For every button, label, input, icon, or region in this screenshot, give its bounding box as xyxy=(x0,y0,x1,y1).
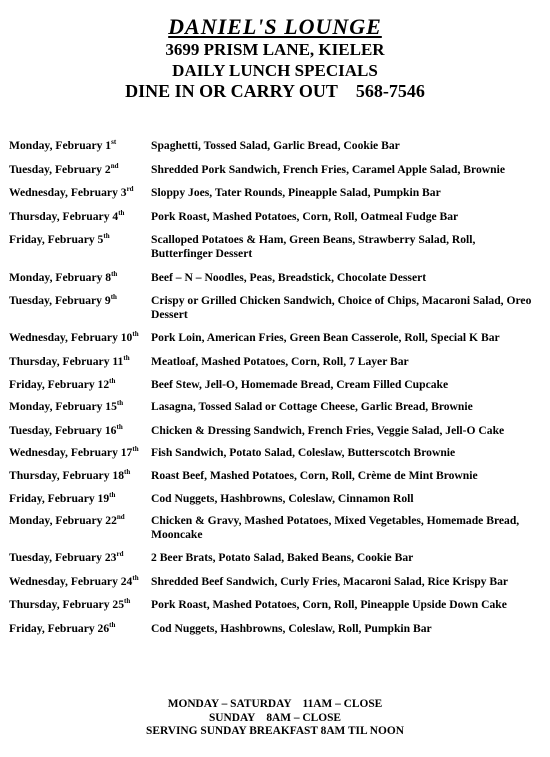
special-day-text: Wednesday, February 3 xyxy=(9,186,127,200)
special-day xyxy=(9,186,151,200)
special-day-suffix: th xyxy=(111,269,118,278)
special-menu: 2 Beer Brats, Potato Salad, Baked Beans, Cookie Bar xyxy=(151,551,414,565)
special-row xyxy=(9,514,542,541)
special-row xyxy=(9,294,542,321)
special-day-text: Thursday, February 4 xyxy=(9,209,119,223)
special-day-text: Tuesday, February 2 xyxy=(9,162,111,176)
special-menu: Spaghetti, Tossed Salad, Garlic Bread, Cookie Bar xyxy=(151,139,400,152)
special-menu: Chicken & Gravy, Mashed Potatoes, Mixed Vegetables, Homemade Bread, Mooncake xyxy=(151,514,520,541)
special-day-suffix: th xyxy=(132,573,139,582)
special-row xyxy=(9,598,542,612)
special-day-text: Thursday, February 11 xyxy=(9,354,124,368)
restaurant-address: 3699 PRISM LANE, KIELER xyxy=(165,40,385,59)
special-day-text: Thursday, February 25 xyxy=(9,598,124,612)
special-day xyxy=(9,424,151,438)
special-day xyxy=(9,446,151,460)
restaurant-name: DANIEL'S LOUNGE xyxy=(168,14,382,39)
special-row xyxy=(9,163,542,177)
special-day xyxy=(9,469,151,483)
special-day xyxy=(9,492,151,506)
special-menu: Meatloaf, Mashed Potatoes, Corn, Roll, 7 Layer Bar xyxy=(151,354,409,368)
special-day-text: Thursday, February 18 xyxy=(9,468,124,482)
special-day xyxy=(9,210,151,224)
special-day-text: Tuesday, February 16 xyxy=(9,423,117,437)
special-day-suffix: th xyxy=(109,376,116,385)
specials-list xyxy=(9,139,542,646)
special-day-suffix: th xyxy=(116,422,123,431)
special-row xyxy=(9,210,542,224)
special-day xyxy=(9,331,151,345)
special-day-text: Friday, February 12 xyxy=(9,377,110,391)
special-row xyxy=(9,378,542,392)
menu-subtitle: DAILY LUNCH SPECIALS xyxy=(172,61,378,80)
special-row xyxy=(9,271,542,285)
special-menu: Roast Beef, Mashed Potatoes, Corn, Roll, Crème de Mint Brownie xyxy=(151,468,478,482)
special-day xyxy=(9,355,151,369)
special-menu: Crispy or Grilled Chicken Sandwich, Choice of Chips, Macaroni Salad, Oreo Dessert xyxy=(151,294,532,321)
special-menu: Beef – N – Noodles, Peas, Breadstick, Chocolate Dessert xyxy=(151,270,427,284)
special-menu: Lasagna, Tossed Salad or Cottage Cheese, Garlic Bread, Brownie xyxy=(151,400,473,414)
special-day-text: Wednesday, February 24 xyxy=(9,574,133,588)
special-menu: Pork Roast, Mashed Potatoes, Corn, Roll, Pineapple Upside Down Cake xyxy=(151,598,507,612)
special-row xyxy=(9,575,542,589)
hours-footer xyxy=(0,698,550,739)
special-menu: Cod Nuggets, Hashbrowns, Coleslaw, Roll, Pumpkin Bar xyxy=(151,622,432,636)
special-day xyxy=(9,598,151,612)
special-day xyxy=(9,294,151,321)
special-day xyxy=(9,400,151,414)
special-menu: Scalloped Potatoes & Ham, Green Beans, Strawberry Salad, Roll, Butterfinger Dessert xyxy=(151,233,476,260)
special-day xyxy=(9,163,151,177)
special-day-suffix: st xyxy=(111,138,117,146)
special-row xyxy=(9,492,542,506)
special-day-suffix: th xyxy=(132,445,139,454)
special-day-suffix: rd xyxy=(126,185,134,194)
special-day-suffix: th xyxy=(109,621,116,630)
special-row xyxy=(9,233,542,260)
special-day-text: Wednesday, February 10 xyxy=(9,331,133,345)
special-day xyxy=(9,622,151,636)
special-menu: Pork Loin, American Fries, Green Bean Casserole, Roll, Special K Bar xyxy=(151,331,500,345)
menu-header xyxy=(0,15,550,102)
special-day-text: Monday, February 1 xyxy=(9,139,112,152)
special-day xyxy=(9,514,151,541)
special-row xyxy=(9,355,542,369)
special-day-suffix: th xyxy=(124,597,131,606)
special-day-text: Wednesday, February 17 xyxy=(9,446,133,460)
special-menu: Sloppy Joes, Tater Rounds, Pineapple Salad, Pumpkin Bar xyxy=(151,186,441,200)
special-day xyxy=(9,139,151,153)
special-menu: Beef Stew, Jell-O, Homemade Bread, Cream Filled Cupcake xyxy=(151,377,449,391)
special-day-suffix: th xyxy=(116,399,124,408)
special-day-suffix: th xyxy=(103,232,110,241)
special-day-text: Monday, February 8 xyxy=(9,270,112,284)
special-day-text: Friday, February 5 xyxy=(9,233,104,247)
special-row xyxy=(9,186,542,200)
special-day-suffix: th xyxy=(132,330,139,339)
special-menu: Pork Roast, Mashed Potatoes, Corn, Roll, Oatmeal Fudge Bar xyxy=(151,209,459,223)
special-row xyxy=(9,139,542,153)
special-day-text: Friday, February 26 xyxy=(9,622,110,636)
special-day xyxy=(9,378,151,392)
special-day-text: Tuesday, February 9 xyxy=(9,294,111,308)
special-day-text: Monday, February 22 xyxy=(9,514,117,528)
special-menu: Chicken & Dressing Sandwich, French Fries, Veggie Salad, Jell-O Cake xyxy=(151,423,505,437)
special-menu: Shredded Beef Sandwich, Curly Fries, Macaroni Salad, Rice Krispy Bar xyxy=(151,574,509,588)
special-row xyxy=(9,446,542,460)
special-day-suffix: th xyxy=(110,293,117,302)
special-day xyxy=(9,551,151,565)
phone-number: 568-7546 xyxy=(355,81,425,101)
special-row xyxy=(9,551,542,565)
special-day-suffix: rd xyxy=(116,550,124,559)
special-row xyxy=(9,331,542,345)
special-day-text: Tuesday, February 23 xyxy=(9,551,117,565)
special-row xyxy=(9,469,542,483)
special-menu: Shredded Pork Sandwich, French Fries, Caramel Apple Salad, Brownie xyxy=(151,162,505,176)
special-day-text: Monday, February 15 xyxy=(9,400,117,414)
dine-in-line xyxy=(0,81,550,102)
special-row xyxy=(9,400,542,414)
hours-line-sunday: SUNDAY 8AM – CLOSE xyxy=(208,711,342,724)
special-day-suffix: nd xyxy=(110,161,119,170)
special-day-suffix: th xyxy=(118,208,125,217)
special-day-suffix: nd xyxy=(116,513,125,522)
special-day-suffix: th xyxy=(124,467,131,476)
dine-in-text: DINE IN OR CARRY OUT xyxy=(125,81,338,101)
special-row xyxy=(9,424,542,438)
special-menu: Cod Nuggets, Hashbrowns, Coleslaw, Cinnamon Roll xyxy=(151,491,414,505)
special-day-suffix: th xyxy=(109,490,116,499)
special-row xyxy=(9,622,542,636)
breakfast-line: SERVING SUNDAY BREAKFAST 8AM TIL NOON xyxy=(146,725,404,737)
hours-line-weekday: MONDAY – SATURDAY 11AM – CLOSE xyxy=(167,698,383,710)
special-day-suffix: th xyxy=(123,353,130,362)
special-day xyxy=(9,233,151,260)
special-day-text: Friday, February 19 xyxy=(9,491,110,505)
special-day xyxy=(9,271,151,285)
special-menu: Fish Sandwich, Potato Salad, Coleslaw, Butterscotch Brownie xyxy=(151,446,456,460)
special-day xyxy=(9,575,151,589)
